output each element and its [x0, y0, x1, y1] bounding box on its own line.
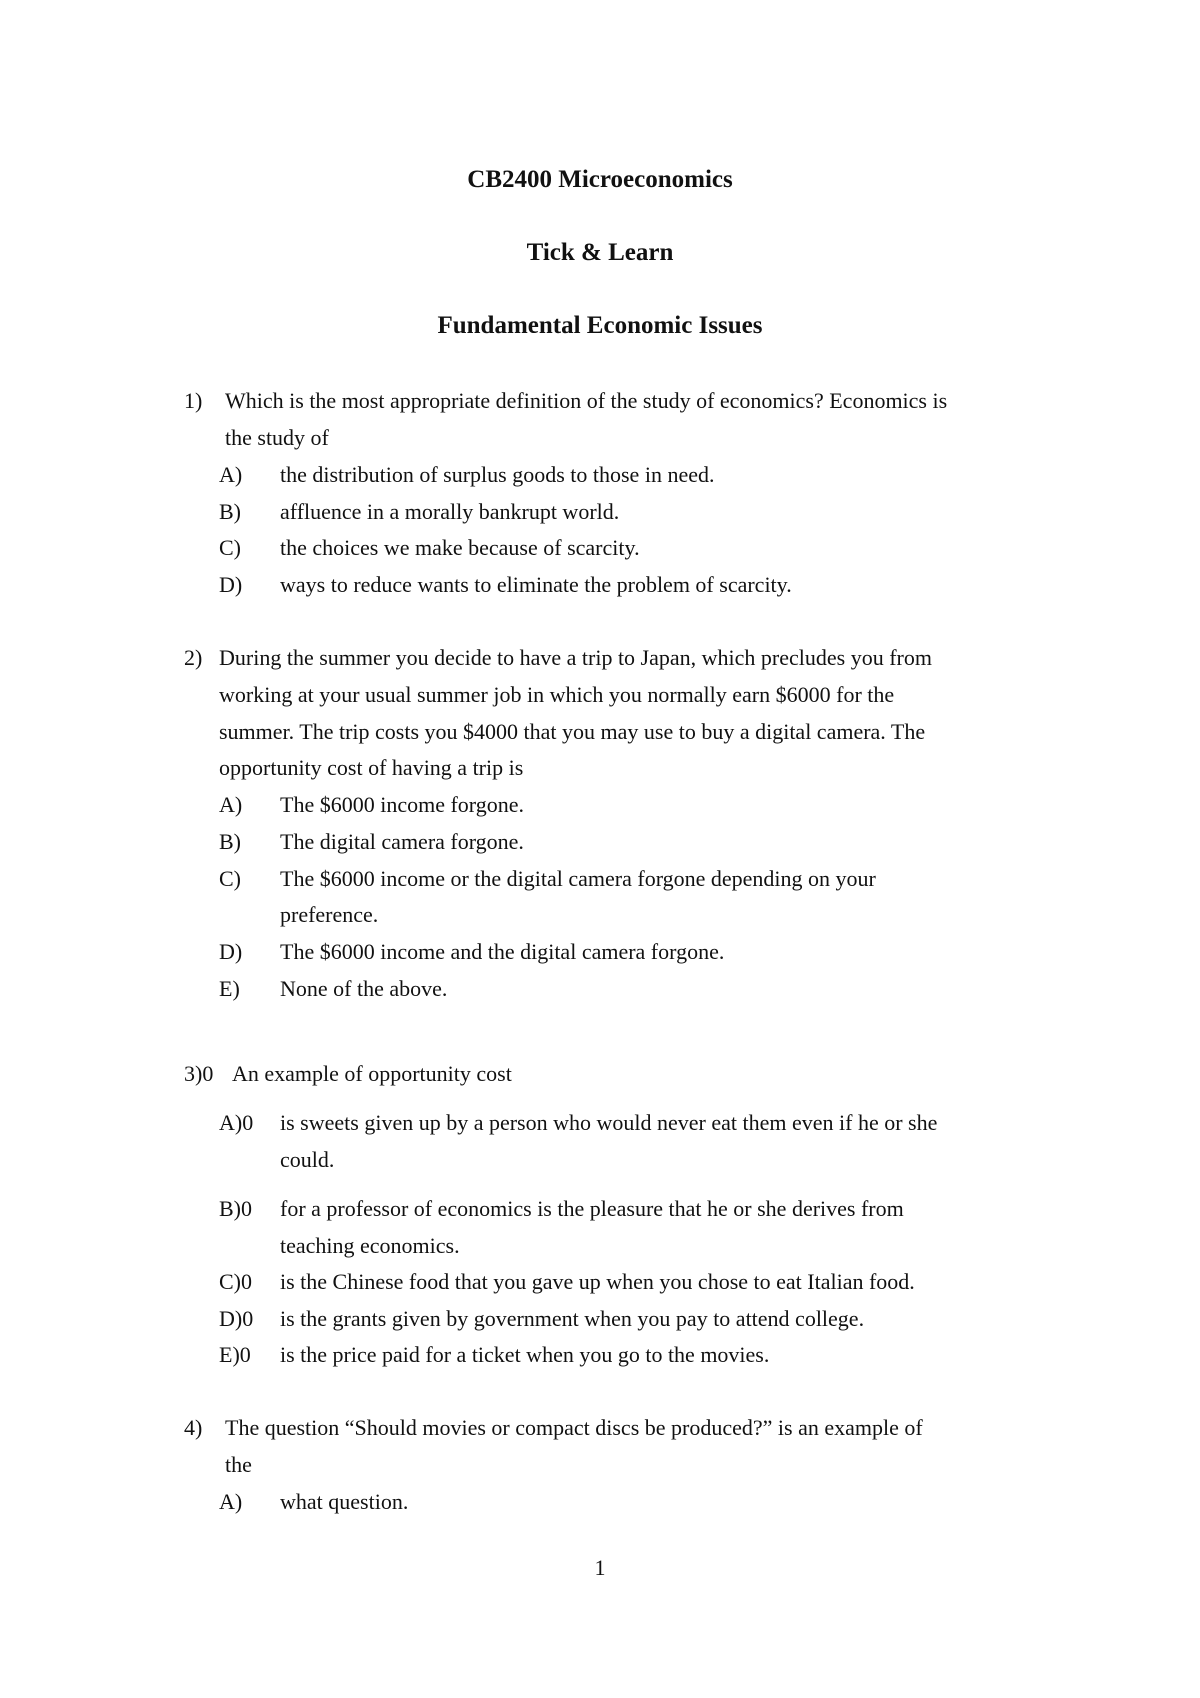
- question-stem-line: During the summer you decide to have a trip to Japan, which precludes you from: [219, 645, 932, 670]
- page-number: 1: [594, 1555, 606, 1580]
- series-title: Tick & Learn: [526, 239, 674, 266]
- option-label: A): [219, 792, 243, 817]
- question-stem-line: summer. The trip costs you $4000 that you may use to buy a digital camera. The: [219, 719, 926, 744]
- question-number: 4): [184, 1415, 203, 1440]
- course-title: CB2400 Microeconomics: [467, 166, 733, 193]
- question-stem-line: working at your usual summer job in which you normally earn $6000 for the: [219, 682, 895, 707]
- option-label: C)0: [219, 1269, 252, 1294]
- option-text: The $6000 income or the digital camera forgone depending on your: [280, 866, 876, 891]
- option-text: teaching economics.: [280, 1233, 460, 1258]
- option-text: ways to reduce wants to eliminate the problem of scarcity.: [280, 572, 792, 597]
- option-text: affluence in a morally bankrupt world.: [280, 499, 620, 524]
- option-label: A): [219, 462, 243, 487]
- question-stem-line: opportunity cost of having a trip is: [219, 755, 524, 780]
- option-text: what question.: [280, 1489, 409, 1514]
- option-text: is the price paid for a ticket when you go to the movies.: [280, 1342, 770, 1367]
- option-label: E)0: [219, 1342, 251, 1367]
- option-text: The digital camera forgone.: [280, 829, 524, 854]
- option-label: A): [219, 1489, 243, 1514]
- option-text: for a professor of economics is the pleasure that he or she derives from: [280, 1196, 904, 1221]
- question-number: 1): [184, 388, 203, 413]
- question-stem-line: Which is the most appropriate definition of the study of economics? Economics is: [225, 388, 948, 413]
- question-number: 3)0: [184, 1061, 214, 1086]
- option-label: D): [219, 939, 243, 964]
- option-text: the choices we make because of scarcity.: [280, 535, 640, 560]
- option-text: is sweets given up by a person who would never eat them even if he or she: [280, 1110, 938, 1135]
- option-label: C): [219, 535, 241, 560]
- option-label: D): [219, 572, 243, 597]
- option-text: is the grants given by government when you pay to attend college.: [280, 1306, 865, 1331]
- option-label: E): [219, 976, 240, 1001]
- option-text: The $6000 income and the digital camera forgone.: [280, 939, 725, 964]
- option-label: B)0: [219, 1196, 252, 1221]
- option-label: C): [219, 866, 241, 891]
- question-stem-line: the: [225, 1452, 252, 1477]
- option-text: The $6000 income forgone.: [280, 792, 524, 817]
- option-text: preference.: [280, 902, 379, 927]
- question-stem-line: the study of: [225, 425, 329, 450]
- option-label: D)0: [219, 1306, 254, 1331]
- question-number: 2): [184, 645, 203, 670]
- option-text: None of the above.: [280, 976, 448, 1001]
- section-title: Fundamental Economic Issues: [437, 312, 763, 339]
- option-text: is the Chinese food that you gave up when you chose to eat Italian food.: [280, 1269, 915, 1294]
- option-label: B): [219, 829, 241, 854]
- option-label: A)0: [219, 1110, 254, 1135]
- option-label: B): [219, 499, 241, 524]
- question-stem-line: An example of opportunity cost: [232, 1061, 512, 1086]
- option-text: the distribution of surplus goods to those in need.: [280, 462, 715, 487]
- question-stem-line: The question “Should movies or compact discs be produced?” is an example of: [225, 1415, 923, 1440]
- option-text: could.: [280, 1147, 335, 1172]
